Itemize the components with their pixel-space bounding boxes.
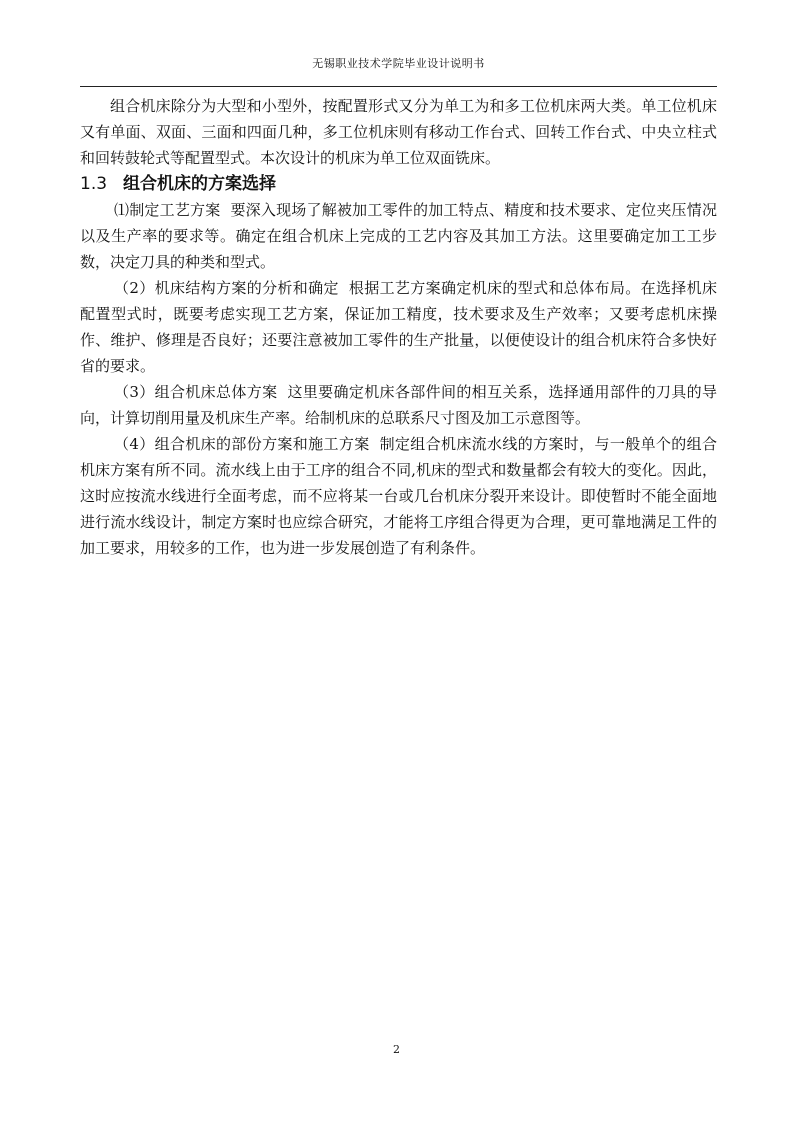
section-heading [80,171,717,197]
intro-paragraph: 组合机床除分为大型和小型外，按配置形式又分为单工为和多工位机床两大类。单工位机床又有单面、双面、三面和四面几种，多工位机床则有移动工作台式、回转工作台式、中央立柱式和回转鼓轮式等配置型式。本次设计的机床为单工位双面铣床。 [80,97,717,167]
item-lead-3: （3）组合机床总体方案 [114,383,278,401]
item-text-1: 要深入现场了解被加工零件的加工特点、精度和技术要求、定位夹压情况以及生产率的要求等。确定在组合机床上完成的工艺内容及其加工方法。这里要确定加工工步数，决定刀具的种类和型式。 [80,201,717,271]
item-paragraph-4 [80,431,717,561]
section-title: 组合机床的方案选择 [123,174,277,194]
page-number: 2 [393,1043,400,1056]
running-header: 无锡职业技术学院毕业设计说明书 [312,57,485,70]
item-text-4: 制定组合机床流水线的方案时，与一般单个的组合机床方案有所不同。流水线上由于工序的组合不同,机床的型式和数量都会有较大的变化。因此，这时应按流水线进行全面考虑，而不应将某一台或几台机床分裂开来设计。即使暂时不能全面地进行流水线设计，制定方案时也应综合研究，才能将工序组合得更为合理，更可靠地满足工件的加工要求，用较多的工作，也为进一步发展创造了有利条件。 [80,435,717,557]
item-text-2: 根据工艺方案确定机床的型式和总体布局。在选择机床配置型式时，既要考虑实现工艺方案，保证加工精度，技术要求及生产效率；又要考虑机床操作、维护、修理是否良好；还要注意被加工零件的生产批量，以便使设计的组合机床符合多快好省的要求。 [80,279,717,375]
item-lead-1: ⑴制定工艺方案 [114,201,221,219]
item-text-3: 这里要确定机床各部件间的相互关系，选择通用部件的刀具的导向，计算切削用量及机床生产率。给制机床的总联系尺寸图及加工示意图等。 [80,383,717,427]
item-lead-4: （4）组合机床的部份方案和施工方案 [114,435,370,453]
item-paragraph-1 [80,197,717,275]
section-number: 1.3 [80,174,108,194]
item-paragraph-3 [80,379,717,431]
document-body [80,93,717,561]
item-paragraph-2 [80,275,717,379]
header-rule [80,86,717,87]
item-lead-2: （2）机床结构方案的分析和确定 [114,279,339,297]
